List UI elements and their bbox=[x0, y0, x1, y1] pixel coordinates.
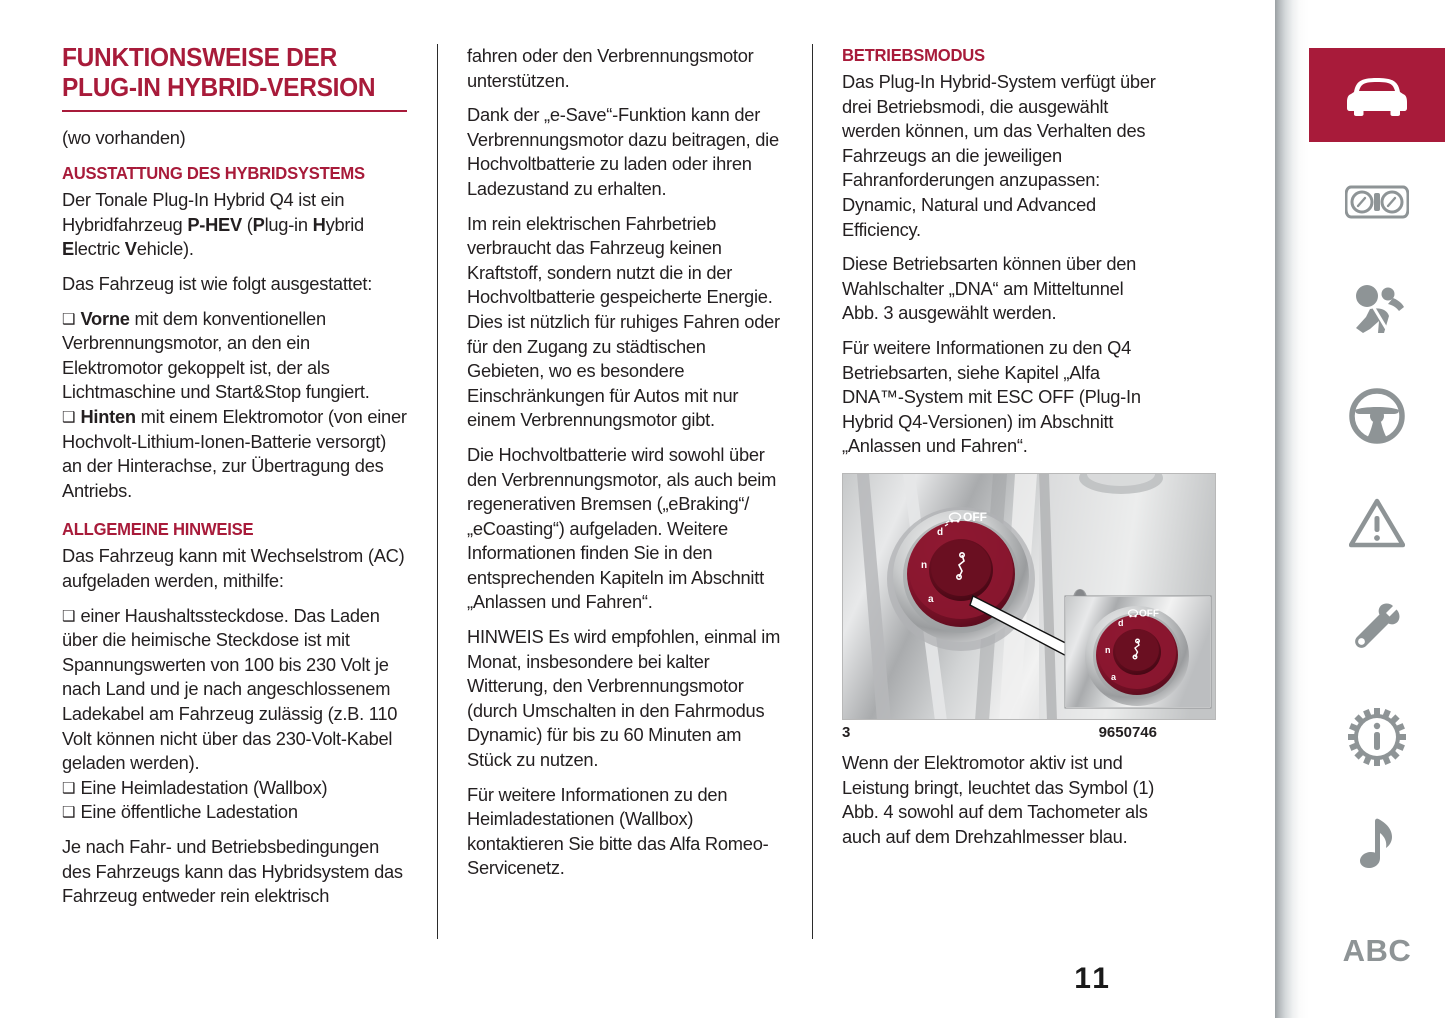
airbag-safety-icon bbox=[1348, 283, 1406, 335]
list-item-household-socket bbox=[62, 604, 407, 776]
heading-operating-mode: BETRIEBSMODUS bbox=[842, 45, 985, 65]
abc-index-icon: ABC bbox=[1342, 933, 1412, 968]
paragraph-more-info-q4: Für weitere Informationen zu den Q4 Betriebsarten, siehe Kapitel „Alfa DNA™-System mit ESC OFF (Plug-In Hybrid Q4-Versionen) im Abschnitt „Anlassen und Fahren“. bbox=[842, 336, 1141, 457]
paragraph-support-engine: fahren oder den Verbrennungsmotor unterstützen. bbox=[467, 45, 754, 91]
paragraph-esave-function: Dank der „e-Save“-Funktion kann der Verbrennungsmotor dazu beitragen, die Hochvoltbatterie zu laden oder ihren Ladezustand zu erhalten. bbox=[467, 104, 779, 199]
text-run: ( bbox=[241, 213, 253, 235]
chapter-tab-sidebar bbox=[1275, 0, 1445, 1018]
sidebar-tab-safety[interactable] bbox=[1309, 262, 1445, 356]
paragraph-phev-definition bbox=[62, 188, 407, 262]
square-bullet-icon: ❑ bbox=[62, 779, 76, 797]
steering-wheel-icon bbox=[1349, 388, 1405, 444]
sidebar-tab-warning[interactable] bbox=[1309, 476, 1445, 570]
paragraph-equipped-as-follows: Das Fahrzeug ist wie folgt ausgestattet: bbox=[62, 273, 373, 295]
sidebar-tab-car-front[interactable] bbox=[1309, 48, 1445, 142]
music-note-icon bbox=[1355, 817, 1399, 871]
gear-info-icon bbox=[1348, 708, 1406, 766]
text-run: ehicle). bbox=[136, 238, 194, 260]
svg-text:OFF: OFF bbox=[963, 509, 987, 524]
column-3 bbox=[812, 44, 1187, 944]
column-1 bbox=[62, 44, 437, 944]
square-bullet-icon: ❑ bbox=[62, 607, 76, 625]
svg-text:a: a bbox=[928, 593, 934, 605]
paragraph-dna-selector: Diese Betriebsarten können über den Wahlschalter „DNA“ am Mitteltunnel Abb. 3 ausgewählt werden. bbox=[842, 253, 1137, 324]
text-bold: H bbox=[312, 213, 326, 235]
svg-text:a: a bbox=[1111, 671, 1117, 682]
square-bullet-icon: ❑ bbox=[62, 409, 76, 426]
paragraph-pure-electric: Im rein elektrischen Fahrbetrieb verbraucht das Fahrzeug keinen Kraftstoff, sondern nutzt die in der Hochvoltbatterie gespeicherte Energie. Dies ist nützlich für ruhiges Fahren oder für den Zugang zu städtischen Gebieten, wo es besondere Einschränkungen für Autos mit nur einem Verbrennungsmotor gibt. bbox=[467, 212, 780, 431]
paragraph-driving-conditions: Je nach Fahr- und Betriebsbedingungen des Fahrzeugs kann das Hybridsystem das Fahrzeug entweder rein elektrisch bbox=[62, 835, 403, 907]
column-divider bbox=[812, 44, 813, 939]
wrench-icon bbox=[1349, 602, 1405, 658]
figure-dna-selector bbox=[842, 473, 1157, 741]
dna-knob-illustration bbox=[843, 474, 1216, 720]
page-binding-gradient bbox=[1275, 0, 1309, 1018]
column-divider bbox=[437, 44, 438, 939]
figure-number: 3 bbox=[842, 723, 851, 741]
title-underline bbox=[62, 110, 407, 112]
sidebar-tab-steering-wheel[interactable] bbox=[1309, 369, 1445, 463]
warning-triangle-icon bbox=[1349, 498, 1405, 548]
text-bold: P-HEV bbox=[187, 213, 242, 235]
paragraph-battery-charging: Die Hochvoltbatterie wird sowohl über den Verbrennungsmotor, als auch beim regenerativen Bremsen („eBraking“/„eCoasting“) aufgeladen. Weitere Informationen finden Sie in den entsprechenden Kapiteln im Abschnitt „Anlassen und Fahren“. bbox=[467, 443, 777, 613]
text-run: ybrid bbox=[325, 213, 364, 235]
text-run: Der Tonale Plug-In Hybrid Q4 ist ein Hybridfahrzeug bbox=[62, 189, 345, 235]
list-item-text: Eine Heimladestation (Wallbox) bbox=[80, 776, 328, 798]
svg-text:n: n bbox=[921, 559, 928, 571]
figure-image-center-tunnel bbox=[842, 473, 1216, 720]
square-bullet-icon: ❑ bbox=[62, 310, 76, 328]
heading-hybrid-equipment: AUSSTATTUNG DES HYBRIDSYSTEMS bbox=[62, 163, 365, 184]
list-item-text: mit einem Elektromotor (von einer Hochvolt-Lithium-Ionen-Batterie versorgt) an der Hinterachse, zur Übertragung des Antriebs. bbox=[62, 406, 407, 501]
list-item-label: Hinten bbox=[80, 406, 136, 427]
paragraph-ac-charging: Das Fahrzeug kann mit Wechselstrom (AC) aufgeladen werden, mithilfe: bbox=[62, 545, 405, 591]
svg-text:OFF: OFF bbox=[1139, 608, 1159, 620]
paragraph-electric-motor-symbol: Wenn der Elektromotor aktiv ist und Leistung bringt, leuchtet das Symbol (1) Abb. 4 sowohl auf dem Tachometer als auch auf dem Drehzahlmesser blau. bbox=[842, 751, 1155, 847]
sidebar-tab-info[interactable] bbox=[1309, 690, 1445, 784]
three-column-layout bbox=[62, 44, 1262, 944]
list-item-text: mit dem konventionellen Verbrennungsmotor, an den ein Elektromotor gekoppelt ist, der als Lichtmaschine und Start&Stop fungiert. bbox=[62, 307, 370, 403]
page-number: 11 bbox=[1074, 962, 1112, 995]
sidebar-tab-maintenance[interactable] bbox=[1309, 583, 1445, 677]
text-bold: E bbox=[62, 238, 74, 260]
figure-caption bbox=[842, 724, 1157, 741]
heading-general-notes: ALLGEMEINE HINWEISE bbox=[62, 519, 254, 540]
list-item-front bbox=[62, 307, 407, 405]
page-title: FUNKTIONSWEISE DER PLUG-IN HYBRID-VERSION bbox=[62, 44, 376, 102]
text-bold: P bbox=[252, 213, 265, 235]
list-item-rear bbox=[62, 405, 407, 503]
text-bold: V bbox=[124, 238, 137, 260]
column-2 bbox=[437, 44, 812, 944]
list-item-wallbox bbox=[62, 776, 407, 801]
sidebar-tab-index[interactable] bbox=[1309, 904, 1445, 998]
svg-text:d: d bbox=[937, 526, 944, 538]
subtitle-where-provided: (wo vorhanden) bbox=[62, 126, 186, 148]
tab-strip bbox=[1309, 0, 1445, 1018]
car-front-icon bbox=[1346, 73, 1408, 117]
paragraph-three-modes: Das Plug-In Hybrid-System verfügt über drei Betriebsmodi, die ausgewählt werden können, um das Verhalten des Fahrzeugs an die jeweiligen Fahranforderungen anzupassen: Dynamic, Natural und Advanced Efficiency. bbox=[842, 71, 1156, 240]
figure-code: 9650746 bbox=[1098, 723, 1157, 741]
svg-text:d: d bbox=[1118, 617, 1124, 628]
sidebar-tab-multimedia[interactable] bbox=[1309, 797, 1445, 891]
list-item-text: einer Haushaltssteckdose. Das Laden über die heimische Steckdose ist mit Spannungswerten von 100 bis 230 Volt je nach Land und je nach angeschlossenem Ladekabel am Fahrzeug zulässig (z.B. 110 Volt können nicht über das 230-Volt-Kabel geladen werden). bbox=[62, 604, 398, 774]
text-run: lug-in bbox=[264, 213, 313, 235]
sidebar-tab-instrument-cluster[interactable] bbox=[1309, 155, 1445, 249]
list-item-label: Vorne bbox=[80, 307, 130, 329]
text-run: lectric bbox=[73, 238, 125, 260]
svg-text:n: n bbox=[1105, 644, 1111, 655]
instrument-cluster-icon bbox=[1345, 181, 1409, 223]
square-bullet-icon: ❑ bbox=[62, 804, 76, 822]
list-item-public-station bbox=[62, 800, 407, 825]
paragraph-note-monthly: HINWEIS Es wird empfohlen, einmal im Monat, insbesondere bei kalter Witterung, den Verbrennungsmotor (durch Umschalten in den Fahrmodus Dynamic) für bis zu 60 Minuten am Stück zu nutzen. bbox=[467, 626, 781, 771]
paragraph-wallbox-contact: Für weitere Informationen zu den Heimladestationen (Wallbox) kontaktieren Sie bitte das Alfa Romeo-Servicenetz. bbox=[467, 783, 769, 879]
list-item-text: Eine öffentliche Ladestation bbox=[80, 801, 298, 823]
